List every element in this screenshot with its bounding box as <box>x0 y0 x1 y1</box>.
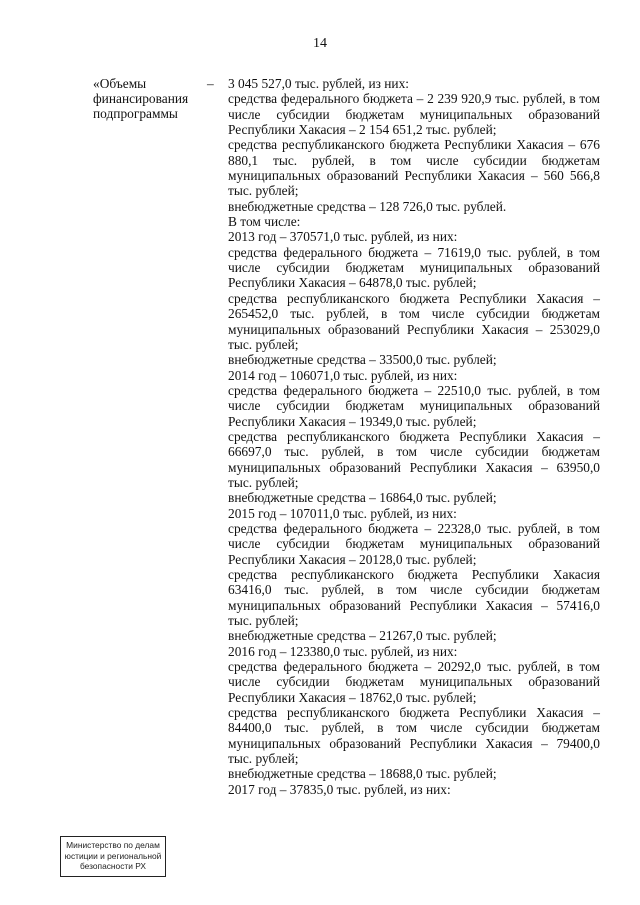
year-2014-offbudget: внебюджетные средства – 16864,0 тыс. рублей; <box>228 490 497 506</box>
year-2014-republic: средства республиканского бюджета Республики Хакасия – 66697,0 тыс. рублей, в том числе субсидии бюджетам муниципальных образований Республики Хакасия – 63950,0 тыс. рублей; <box>228 428 600 490</box>
funding-republic-total: средства республиканского бюджета Республики Хакасия – 676 880,1 тыс. рублей, в том числе субсидии бюджетам муниципальных образований Республики Хакасия – 560 566,8 тыс. рублей; <box>228 137 600 199</box>
year-2016-republic: средства республиканского бюджета Республики Хакасия – 84400,0 тыс. рублей, в том числе субсидии бюджетам муниципальных образований Республики Хакасия – 79400,0 тыс. рублей; <box>228 705 600 767</box>
ministry-stamp <box>60 836 166 877</box>
year-2015-federal: средства федерального бюджета – 22328,0 тыс. рублей, в том числе субсидии бюджетам муниципальных образований Республики Хакасия – 20128,0 тыс. рублей; <box>228 520 600 567</box>
stamp-line-2: юстиции и региональной <box>64 850 162 861</box>
year-2013-total: 2013 год – 370571,0 тыс. рублей, из них: <box>228 229 458 245</box>
year-2015-offbudget: внебюджетные средства – 21267,0 тыс. рублей; <box>228 628 497 644</box>
year-2016-total: 2016 год – 123380,0 тыс. рублей, из них: <box>228 643 458 659</box>
label-line-3: подпрограммы <box>93 106 178 122</box>
year-2013-republic: средства республиканского бюджета Республики Хакасия – 265452,0 тыс. рублей, в том числе субсидии бюджетам муниципальных образований Республики Хакасия – 253029,0 тыс. рублей; <box>228 290 600 352</box>
funding-including-header: В том числе: <box>228 214 301 230</box>
year-2015-total: 2015 год – 107011,0 тыс. рублей, из них: <box>228 505 457 521</box>
year-2014-total: 2014 год – 106071,0 тыс. рублей, из них: <box>228 367 458 383</box>
label-dash: – <box>207 76 214 91</box>
year-2014-federal: средства федерального бюджета – 22510,0 тыс. рублей, в том числе субсидии бюджетам муниципальных образований Республики Хакасия – 19349,0 тыс. рублей; <box>228 382 600 429</box>
stamp-line-1: Министерство по делам <box>66 840 160 850</box>
page-number: 14 <box>313 36 327 51</box>
funding-offbudget-total: внебюджетные средства – 128 726,0 тыс. рублей. <box>228 198 507 214</box>
year-2016-federal: средства федерального бюджета – 20292,0 тыс. рублей, в том числе субсидии бюджетам муниципальных образований Республики Хакасия – 18762,0 тыс. рублей; <box>228 659 600 705</box>
label-line-1: «Объемы <box>93 76 147 91</box>
year-2013-offbudget: внебюджетные средства – 33500,0 тыс. рублей; <box>228 352 497 368</box>
label-line-2: финансирования <box>93 91 189 107</box>
year-2017-total: 2017 год – 37835,0 тыс. рублей, из них: <box>228 781 451 797</box>
funding-details <box>228 76 600 797</box>
funding-total: 3 045 527,0 тыс. рублей, из них: <box>228 76 409 91</box>
subprogram-funding-label <box>93 76 203 122</box>
year-2016-offbudget: внебюджетные средства – 18688,0 тыс. рублей; <box>228 766 497 782</box>
stamp-line-3: безопасности РХ <box>79 861 147 871</box>
funding-federal-total: средства федерального бюджета – 2 239 920,9 тыс. рублей, в том числе субсидии бюджетам муниципальных образований Республики Хакасия – 2 154 651,2 тыс. рублей; <box>228 91 600 138</box>
year-2013-federal: средства федерального бюджета – 71619,0 тыс. рублей, в том числе субсидии бюджетам муниципальных образований Республики Хакасия – 64878,0 тыс. рублей; <box>228 244 600 291</box>
year-2015-republic: средства республиканского бюджета Республики Хакасия 63416,0 тыс. рублей, в том числе субсидии бюджетам муниципальных образований Республики Хакасия – 57416,0 тыс. рублей; <box>228 567 600 629</box>
